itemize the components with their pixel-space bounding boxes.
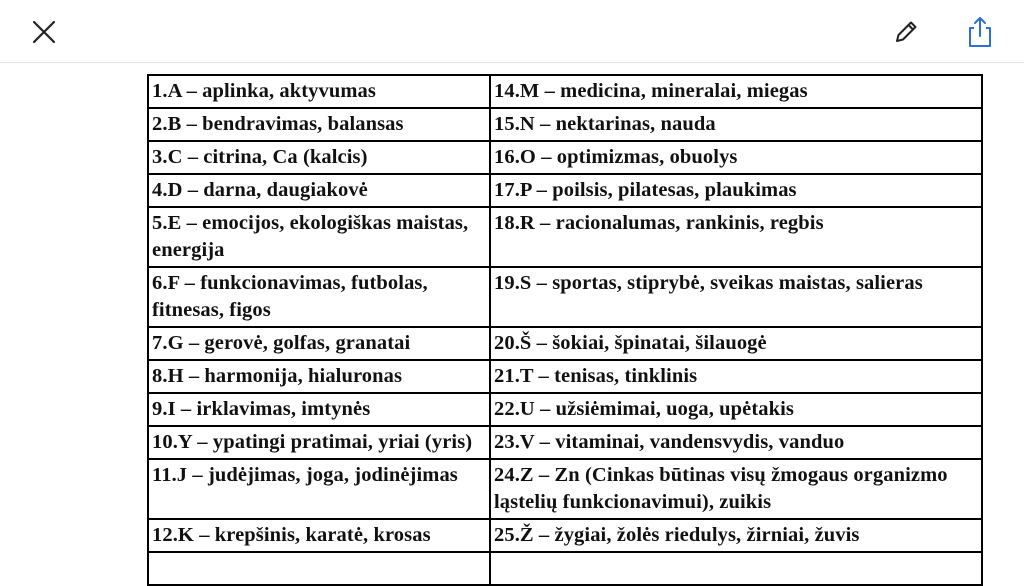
table-cell: 7.G – gerovė, golfas, granatai bbox=[148, 327, 490, 360]
pencil-icon bbox=[891, 17, 921, 47]
table-row bbox=[148, 327, 982, 360]
table-row bbox=[148, 174, 982, 207]
table-cell: 4.D – darna, daugiakovė bbox=[148, 174, 490, 207]
toolbar bbox=[0, 0, 1024, 63]
table-cell: 19.S – sportas, stiprybė, sveikas maistas, salieras bbox=[490, 267, 982, 327]
table-cell: 6.F – funkcionavimas, futbolas, fitnesas, figos bbox=[148, 267, 490, 327]
table-cell: 8.H – harmonija, hialuronas bbox=[148, 360, 490, 393]
document-view[interactable] bbox=[0, 63, 1024, 576]
alphabet-table bbox=[147, 74, 983, 586]
table-cell: 12.K – krepšinis, karatė, krosas bbox=[148, 519, 490, 552]
share-icon bbox=[964, 15, 996, 49]
table-row bbox=[148, 552, 982, 585]
table-row bbox=[148, 426, 982, 459]
table-cell: 9.I – irklavimas, imtynės bbox=[148, 393, 490, 426]
table-row bbox=[148, 75, 982, 108]
close-button[interactable] bbox=[24, 12, 64, 52]
table-row bbox=[148, 459, 982, 519]
table-row bbox=[148, 141, 982, 174]
table-cell: 18.R – racionalumas, rankinis, regbis bbox=[490, 207, 982, 267]
table-cell: 16.O – optimizmas, obuolys bbox=[490, 141, 982, 174]
table-cell: 17.P – poilsis, pilatesas, plaukimas bbox=[490, 174, 982, 207]
table-cell: 25.Ž – žygiai, žolės riedulys, žirniai, žuvis bbox=[490, 519, 982, 552]
table-cell: 24.Z – Zn (Cinkas būtinas visų žmogaus organizmo ląstelių funkcionavimui), zuikis bbox=[490, 459, 982, 519]
table-cell: 22.U – užsiėmimai, uoga, upėtakis bbox=[490, 393, 982, 426]
share-button[interactable] bbox=[960, 12, 1000, 52]
table-cell: 21.T – tenisas, tinklinis bbox=[490, 360, 982, 393]
table-cell: 5.E – emocijos, ekologiškas maistas, energija bbox=[148, 207, 490, 267]
close-icon bbox=[31, 19, 57, 45]
table-cell: 2.B – bendravimas, balansas bbox=[148, 108, 490, 141]
table-cell: 3.C – citrina, Ca (kalcis) bbox=[148, 141, 490, 174]
table-cell: 14.M – medicina, mineralai, miegas bbox=[490, 75, 982, 108]
edit-button[interactable] bbox=[886, 12, 926, 52]
table-cell bbox=[148, 552, 490, 585]
table-cell: 15.N – nektarinas, nauda bbox=[490, 108, 982, 141]
table-row bbox=[148, 519, 982, 552]
table-cell: 1.A – aplinka, aktyvumas bbox=[148, 75, 490, 108]
table-row bbox=[148, 267, 982, 327]
table-cell: 11.J – judėjimas, joga, jodinėjimas bbox=[148, 459, 490, 519]
table-cell: 20.Š – šokiai, špinatai, šilauogė bbox=[490, 327, 982, 360]
table-row bbox=[148, 360, 982, 393]
table-cell: 23.V – vitaminai, vandensvydis, vanduo bbox=[490, 426, 982, 459]
table-cell bbox=[490, 552, 982, 585]
table-row bbox=[148, 108, 982, 141]
table-row bbox=[148, 393, 982, 426]
table-cell: 10.Y – ypatingi pratimai, yriai (yris) bbox=[148, 426, 490, 459]
table-row bbox=[148, 207, 982, 267]
